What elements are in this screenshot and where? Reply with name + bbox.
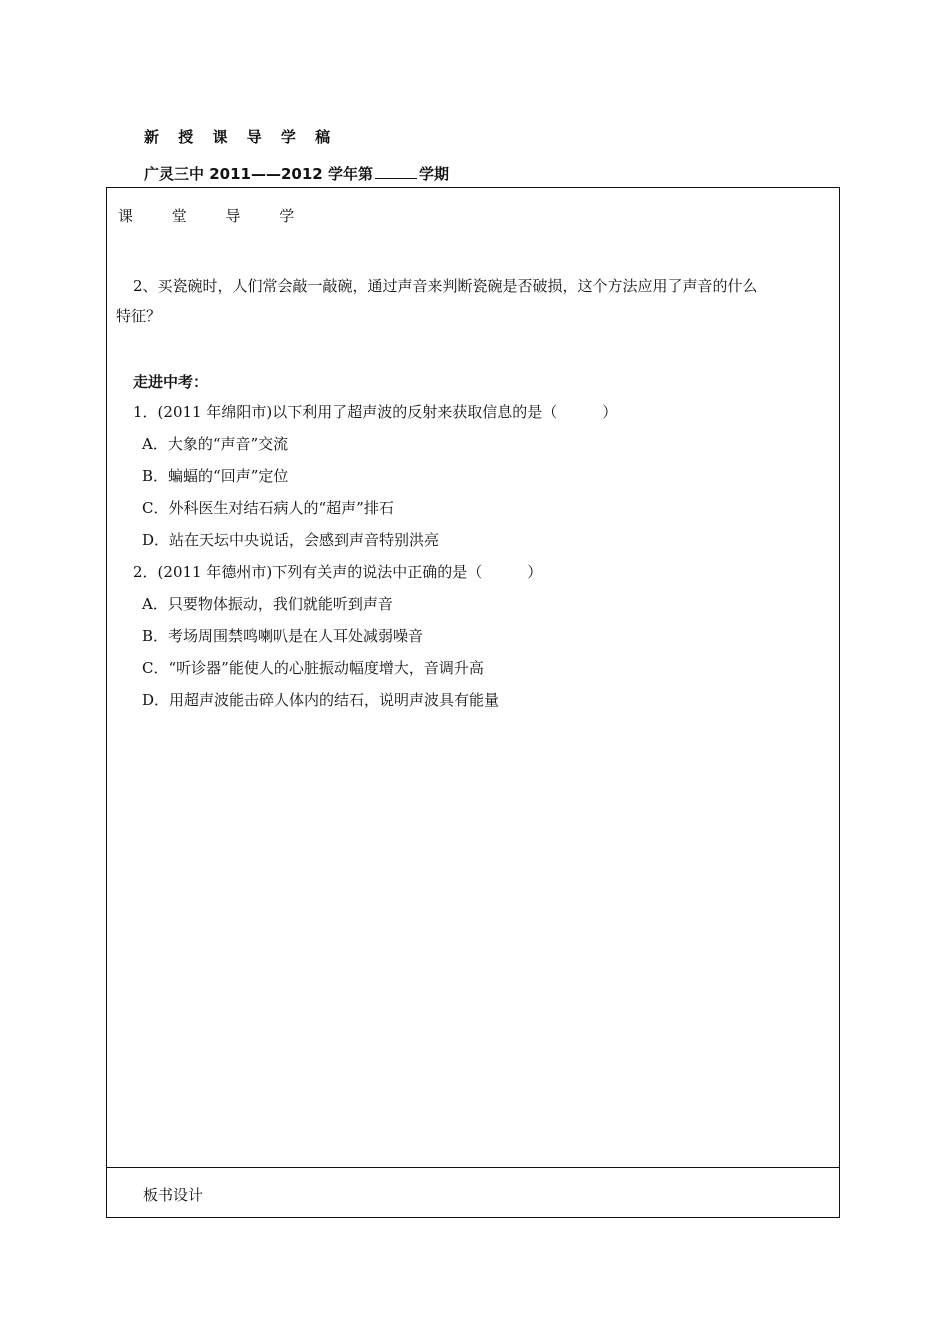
exam-q1-option-b: B．蝙蝠的“回声”定位 — [142, 467, 289, 485]
semester-blank — [375, 164, 417, 179]
exam-q2-option-c: C．“听诊器”能使人的心脏振动幅度增大，音调升高 — [142, 659, 484, 677]
exam-q2-option-a: A．只要物体振动，我们就能听到声音 — [142, 595, 393, 613]
board-label: 板书设计 — [143, 1186, 204, 1204]
exam-q2-stem: 2．(2011 年德州市)下列有关声的说法中正确的是（ ） — [133, 563, 543, 581]
exam-q1-option-c: C．外科医生对结石病人的“超声”排石 — [142, 499, 394, 517]
exam-q1-option-a: A．大象的“声音”交流 — [142, 435, 289, 453]
exam-q1-stem: 1．(2011 年绵阳市)以下利用了超声波的反射来获取信息的是（ ） — [133, 403, 618, 421]
lesson-frame — [106, 187, 840, 1218]
section-heading: 课 堂 导 学 — [118, 207, 312, 225]
exam-heading: 走进中考： — [133, 373, 209, 391]
exam-q2-option-d: D．用超声波能击碎人体内的结石，说明声波具有能量 — [142, 691, 500, 709]
board-divider — [107, 1167, 839, 1168]
exam-q2-option-b: B．考场周围禁鸣喇叭是在人耳处减弱噪音 — [142, 627, 424, 645]
semester-suffix: 学期 — [418, 165, 449, 183]
doc-title: 新 授 课 导 学 稿 — [144, 128, 338, 146]
question2-line2: 特征？ — [116, 307, 162, 325]
doc-subtitle — [144, 163, 449, 184]
question2-line1: 2、买瓷碗时，人们常会敲一敲碗，通过声音来判断瓷碗是否破损，这个方法应用了声音的什么 — [133, 277, 758, 295]
school-year-text: 广灵三中 2011——2012 学年第 — [144, 165, 373, 183]
exam-q1-option-d: D．站在天坛中央说话，会感到声音特别洪亮 — [142, 531, 440, 549]
